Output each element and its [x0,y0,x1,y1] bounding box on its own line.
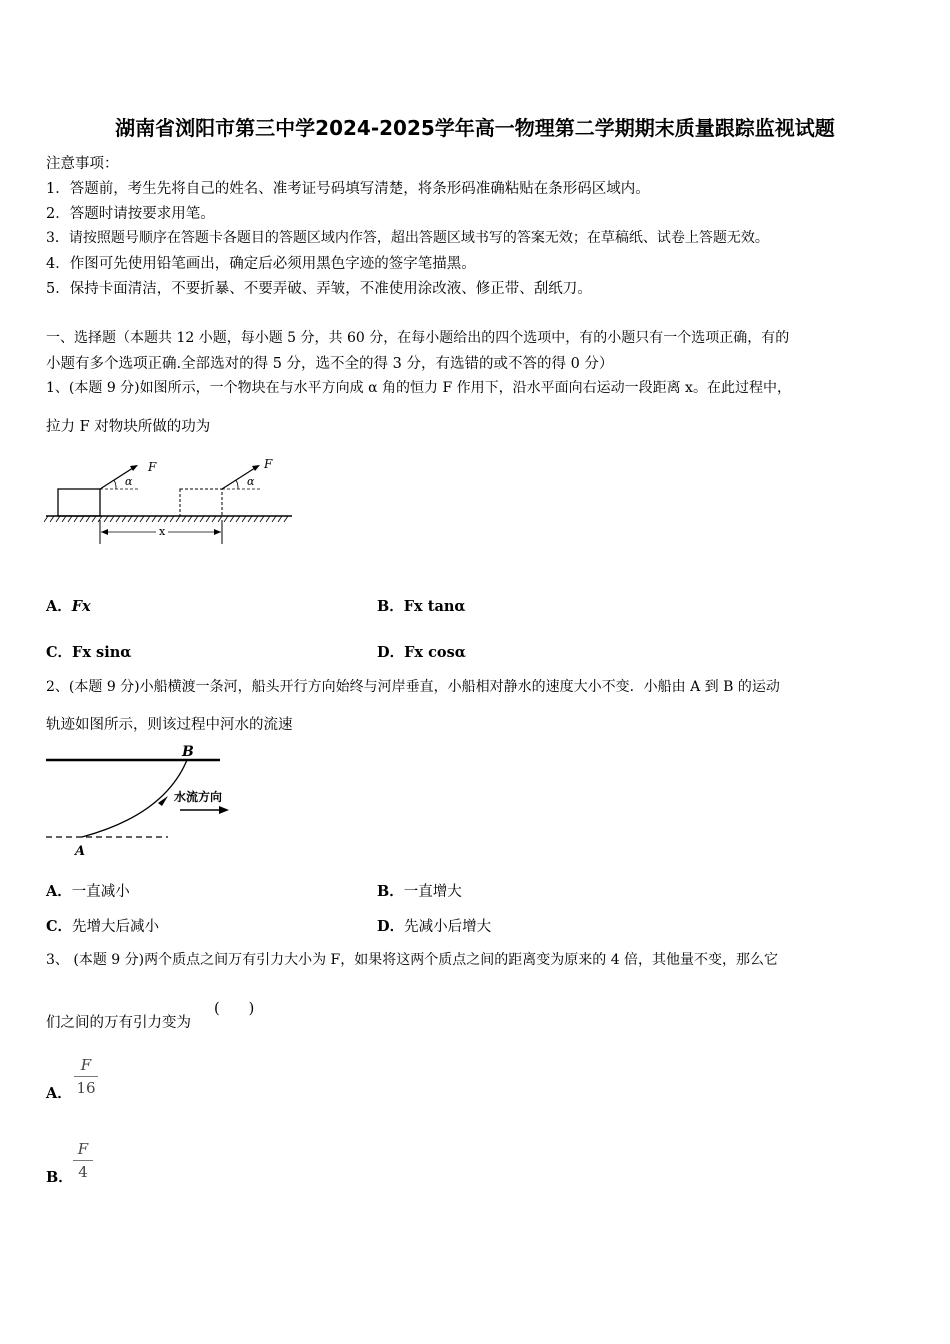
option-text: 先减小后增大 [404,919,492,935]
section-heading-cont: 小题有多个选项正确.全部选对的得 5 分，选不全的得 3 分，有选错的或不答的得 0 分） [46,356,614,372]
option-label: C． [46,644,73,661]
q1-option-b[interactable] [377,595,466,616]
option-label: A． [46,883,72,900]
question-2-text-cont: 轨迹如图所示，则该过程中河水的流速 [46,717,293,733]
notice-heading: 注意事项： [46,156,119,172]
q3-option-b[interactable] [46,1166,73,1187]
option-label: B． [46,1169,73,1186]
question-3-text-cont: 们之间的万有引力变为 [46,1015,191,1031]
option-label: D． [377,644,405,661]
option-label: A． [46,598,72,615]
q1-option-a[interactable] [46,595,91,616]
page-title: 湖南省浏阳市第三中学2024-2025学年高一物理第二学期期末质量跟踪监视试题 [115,116,835,140]
q3-option-b-fraction[interactable] [73,1140,93,1181]
q2-option-d[interactable] [377,915,491,936]
option-text: 一直增大 [403,884,462,900]
question-2-figure [44,740,244,860]
question-2-text: 2、(本题 9 分)小船横渡一条河，船头开行方向始终与河岸垂直，小船相对静水的速度大小不变．小船由 A 到 B 的运动 [46,679,780,695]
option-text: Fx cosα [404,644,466,661]
q1-option-d[interactable] [377,641,466,662]
notice-item: 5．保持卡面清洁，不要折暴、不要弄破、弄皱，不准使用涂改液、修正带、刮纸刀。 [46,281,592,297]
fraction-denominator: 4 [78,1163,88,1181]
fraction-numerator: F [77,1140,89,1158]
option-label: B． [377,883,404,900]
section-heading: 一、选择题（本题共 12 小题，每小题 5 分，共 60 分，在每小题给出的四个选项中，有的小题只有一个选项正确，有的 [46,330,790,346]
force-label: F [148,460,157,474]
question-3-text: 3、 (本题 9 分)两个质点之间万有引力大小为 F，如果将这两个质点之间的距离变为原来的 4 倍，其他量不变，那么它 [46,952,779,968]
fraction-numerator: F [80,1056,92,1074]
notice-item: 2．答题时请按要求用笔。 [46,206,215,222]
option-text: 一直减小 [71,884,130,900]
q2-option-c[interactable] [46,915,159,936]
question-1-text-cont: 拉力 F 对物块所做的功为 [46,419,211,435]
notice-item: 4．作图可先使用铅笔画出，确定后必须用黑色字迹的签字笔描黑。 [46,256,476,272]
question-1-text: 1、(本题 9 分)如图所示，一个物块在与水平方向成 α 角的恒力 F 作用下，沿水平面向右运动一段距离 x。在此过程中， [46,380,791,396]
question-1-figure [44,452,296,548]
fraction-denominator: 16 [76,1079,96,1097]
point-a-label: A [75,844,86,859]
q3-option-a[interactable] [46,1082,72,1103]
option-label: B． [377,598,404,615]
q2-option-a[interactable] [46,880,130,901]
option-text: Fx [71,598,91,615]
force-label: F [264,457,273,471]
distance-label: x [159,525,166,538]
fraction-bar [74,1076,98,1077]
q3-option-a-fraction[interactable] [74,1056,98,1097]
q1-option-c[interactable] [46,641,131,662]
option-label: C． [46,918,73,935]
notice-item: 3．请按照题号顺序在答题卡各题目的答题区域内作答，超出答题区域书写的答案无效；在草稿纸、试卷上答题无效。 [46,230,769,246]
fraction-bar [73,1160,93,1161]
option-text: 先增大后减小 [72,919,160,935]
point-b-label: B [182,744,194,760]
option-text: Fx sinα [72,644,132,661]
flow-direction-label: 水流方向 [174,790,223,804]
option-text: Fx tanα [403,598,466,615]
answer-blank: ( ) [214,1001,255,1017]
q2-option-b[interactable] [377,880,462,901]
option-label: A． [46,1085,72,1102]
option-label: D． [377,918,405,935]
notice-item: 1．答题前，考生先将自己的姓名、准考证号码填写清楚，将条形码准确粘贴在条形码区域内。 [46,181,650,197]
angle-label: α [247,475,255,488]
angle-label: α [125,475,133,488]
